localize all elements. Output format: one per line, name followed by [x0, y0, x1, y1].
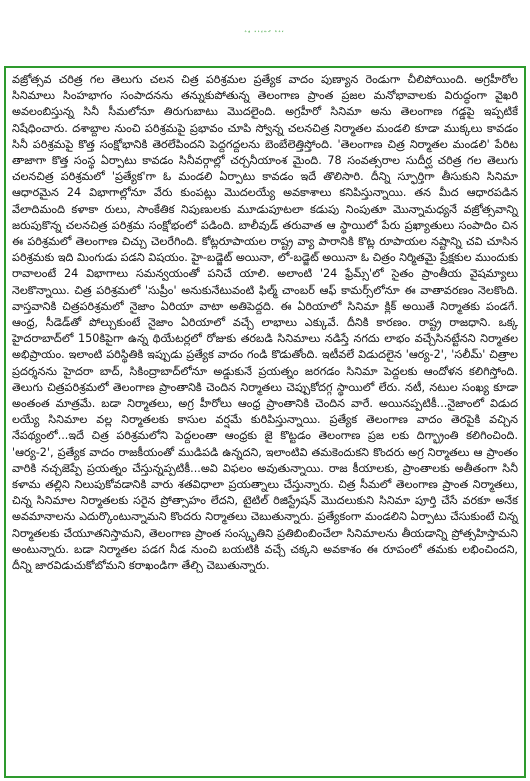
article-body: వజ్రోత్సవ చరిత్ర గల తెలుగు చలన చిత్ర పరిశ్రమల ప్రత్యేక వాదం పుణ్యాన రెండుగా చీలిపోయింది. అగ్రహీరోల సినిమాలు సింహభాగం సంపాదనను తన్నుకుపోతున్న తెలంగాణ ప్రాంత ప్రజల మనోభావాలకు విరుద్ధంగా వైఖరి అవలంబిస్తున్న సినీ సీమలోనూ తిరుగుబాటు మొదలైంది. అగ్రహీరో సినిమా అను తెలంగాణ గడ్డపై ఇప్పటికే నిషేధించారు. దశాబ్దాల నుంచి పరిశ్రమపై ప్రభావం చూపి స్వోన్న చలనచిత్ర నిర్మాతల మండలి కూడా ముక్కలు కావడం సినీ పరిశ్రమపై కొత్త సంక్షోభానికి తెరలేపిందని పెద్దగద్దలను బెంబేలెత్తిస్తోంది. 'తెలంగాణ చిత్ర నిర్మాతల మండలి' పేరిట తాజాగా కొత్త సంస్థ ఏర్పాటు కావడం సినీవర్గాల్లో చర్చనీయాంశ మైంది. 78 సంవత్సరాల సుదీర్ఘ చరిత్ర గల తెలుగు చలనచిత్ర పరిశ్రమలో 'ప్రత్యేక'గా ఓ మండలి ఏర్పాటు కావడం ఇదే తొలిసారి. దీన్ని స్ఫూర్తిగా తీసుకుని సినిమా ఆధారమైన 24 విభాగాల్లోనూ వేరు కుంపట్లు మొదలయ్యే అవకాశాలు కనిపిస్తున్నాయి. తన మీద ఆధారపడిన వేలాదిమంది కళాకా రులు, సాంకేతిక నిపుణులకు మూడుపూటలా కడుపు నింపుతూ మొన్నామధ్యనే వజ్రోత్సవాన్ని జరుపుకొన్న చలనచిత్ర పరిశ్రమ సంక్షోభంలో పడింది. బాలీవుడ్ తరువాత ఆ స్థాయిలో పేరు ప్రఖ్యాతులు సంపాదిం చిన ఈ పరిశ్రమలో తెలంగాణ చిచ్చు చెలరేగింది. కోట్లరూపాయల రాష్ట్ర వ్యా పారానికి కొట్ల రూపాయల నష్టాన్ని చవి చూసిన పరిశ్రమకు ఇది మింగుడు పడని విషయం. హై-బడ్జెట్ అయినా, లో-బడ్జెట్ అయినా ఓ చిత్రం నిర్మితమై ప్రేక్షకుల ముందుకు రావాలంటే 24 విభాగాలు సమన్వయంతో పనిచే యాలి. అలాంటి '24 ఫ్రేమ్స్'లో సైతం ప్రాంతీయ వైషమ్యాలు నెలకొన్నాయి. చిత్ర పరిశ్రమలో 'సుప్రీం' అనుకునేటువంటి ఫిల్మ్ చాంబర్ ఆఫ్ కామర్స్‌లోనూ ఈ వాతావరణం నెలకొంది. వాస్తవానికి చిత్రపరిశ్రమలో నైజాం ఏరియా వాటా అతిపెద్దది. ఈ ఏరియాలో సినిమా క్లిక్ అయితే నిర్మాతకు పండగే. ఆంధ్ర, సీడెడ్‌తో పోల్చుకుంటే నైజాం ఏరియాలో వచ్చే లాభాలు ఎక్కువే. దీనికి కారణం. రాష్ట్ర రాజధాని. ఒక్క హైదరాబాద్‌లో 150కిపైగా ఉన్న థియేటర్లలో రోజుకు తరబడి సినిమాలు నడిస్తే నగదు లాభం వచ్చేసినట్టేనని నిర్మాతల అభిప్రాయం. ఇలాంటి పరిస్థితికి ఇప్పుడు ప్రత్యేక వాదం గండి కొడుతోంది. ఇటీవలే విడుదలైన 'ఆర్య-2', 'సలీమ్' చిత్రాల ప్రదర్శనను హైదరా బాద్, సికింద్రాబాద్‌లోనూ అడ్డుకునే ప్రయత్నం జరగడం సినిమా పెద్దలకు ఆందోళన కలిగిస్తోంది. తెలుగు చిత్రపరిశ్రమలో తెలంగాణ ప్రాంతానికి చెందిన నిర్మాతలు చెప్పుకోదగ్గ స్థాయిలో లేరు. నటీ, నటుల సంఖ్య కూడా అంతంత మాత్రమే. బడా నిర్మాతలు, అగ్ర హీరోలు ఆంధ్ర ప్రాంతానికి చెందిన వారే. అయినప్పటికీ...నైజాంలో విడుద లయ్యే సినిమాల వల్ల నిర్మాతలకు కాసుల వర్షమే కురిపిస్తున్నాయి. ప్రత్యేక తెలంగాణ వాదం తెరపైకి వచ్చిన నేపథ్యంలో...ఇదే చిత్ర పరిశ్రమలోని పెద్దలంతా ఆంధ్రకు జై కొట్టడం తెలంగాణ ప్రజ లకు దిగ్భ్రాంతి కలిగించింది. 'ఆర్య-2', ప్రత్యేక వాదం రాజకీయంతో ముడిపడి ఉన్నదని, ఇలాంటివి తమకెందుకని కొందరు అగ్ర నిర్మాతలు ఆ ప్రాంతం వారికి నచ్చజెప్పే ప్రయత్నం చేస్తున్నప్పటికీ...అవి విఫలం అవుతున్నాయి. రాజ కీయాలకు, ప్రాంతాలకు అతీతంగా సినీ కళామ తల్లిని నిలుపుకోవడానికి వారు శతవిధాలా ప్రయత్నాలు చేస్తున్నారు. చిత్ర సీమలో తెలంగాణ ప్రాంత నిర్మాతలు, చిన్న సినిమాల నిర్మాతలకు సరైన ప్రోత్సాహం లేదని, టైటిల్ రిజిస్ట్రేషన్ మొదలుకుని సినిమా పూర్తి చేసే వరకూ అనేక అవమానాలను ఎదుర్కొంటున్నామని కొందరు నిర్మాతలు చెబుతున్నారు. ప్రత్యేకంగా మండలిని ఏర్పాటు చేసుకుంటే చిన్న నిర్మాతలకు చేయూతనిస్తామని, తెలంగాణ ప్రాంత సంస్కృతిని ప్రతిబింబించేలా సినిమాలను తీయడాన్ని ప్రోత్సహిస్తామని అంటున్నారు. బడా నిర్మాతల పడగ నీడ నుంచి బయటికి వచ్చే చక్కని అవకాశం ఈ రూపంలో తమకు లభించిందని, దీన్ని జారవిడుచుకోబోమని కరాఖండిగా తేల్చి చెబుతున్నారు. — [12, 73, 518, 573]
article-box — [4, 66, 526, 778]
headline: చిత్ర పరిశ్రమలో చీలిక — [244, 30, 286, 33]
